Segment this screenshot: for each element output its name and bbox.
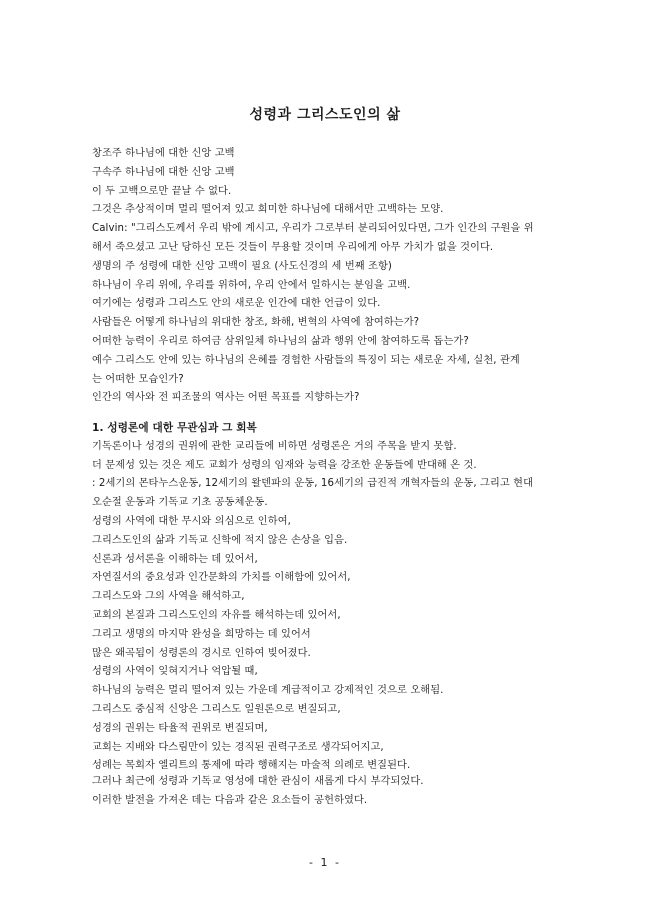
text-line: 성경의 권위는 타율적 권위로 변질되며, — [92, 722, 268, 734]
text-line: 예수 그리스도 안에 있는 하나님의 은혜를 경험한 사람들의 특징이 되는 새로운 자세, 실천, 관계 — [92, 354, 520, 366]
text-line: 이 두 고백으로만 끝날 수 없다. — [92, 185, 232, 197]
section-1 — [92, 419, 562, 776]
text-line: 그리스도인의 삶과 기독교 신학에 적지 않은 손상을 입음. — [92, 534, 348, 546]
intro-paragraph — [92, 145, 562, 408]
text-line: 해서 죽으셨고 고난 당하신 모든 것들이 무용할 것이며 우리에게 아무 가치가 없을 것이다. — [92, 241, 494, 253]
text-line: 여기에는 성령과 그리스도 안의 새로운 인간에 대한 언급이 있다. — [92, 298, 381, 310]
text-line: 그러나 최근에 성령과 기독교 영성에 대한 관심이 새롭게 다시 부각되었다. — [92, 776, 424, 787]
text-line: 어떠한 능력이 우리로 하여금 삼위일체 하나님의 삶과 행위 안에 참여하도록 돕는가? — [92, 335, 469, 347]
text-line: 이러한 발전을 가져온 데는 다음과 같은 요소들이 공헌하였다. — [92, 794, 368, 806]
text-line: 신론과 성서론을 이해하는 데 있어서, — [92, 553, 258, 565]
text-line: 생명의 주 성령에 대한 신앙 고백이 필요 (사도신경의 세 번째 조항) — [92, 260, 392, 272]
text-line: 교회는 지배와 다스림만이 있는 경직된 권력구조로 생각되어지고, — [92, 741, 384, 753]
document-title: 성령과 그리스도인의 삶 — [249, 107, 401, 123]
text-line: 오순절 운동과 기독교 기초 공동체운동. — [92, 497, 268, 509]
text-line: 그것은 추상적이며 멀리 떨어져 있고 희미한 하나님에 대해서만 고백하는 모양. — [92, 204, 444, 216]
text-line: 교회의 본질과 그리스도인의 자유를 해석하는데 있어서, — [92, 609, 341, 621]
section-heading: 1. 성령론에 대한 무관심과 그 회복 — [92, 422, 257, 434]
text-line: 성령의 사역에 대한 무시와 의심으로 인하여, — [92, 515, 291, 527]
text-line: 많은 왜곡됨이 성령론의 경시로 인하여 빚어졌다. — [92, 647, 311, 659]
page-number: - 1 - — [309, 856, 341, 869]
text-line: 는 어떠한 모습인가? — [92, 373, 184, 385]
text-line: 성례는 목회자 엘리트의 통제에 따라 행해지는 마술적 의례로 변질된다. — [92, 760, 411, 772]
text-line: 하나님의 능력은 멀리 떨어져 있는 가운데 계급적이고 강제적인 것으로 오해됨. — [92, 685, 444, 697]
text-line: 사람들은 어떻게 하나님의 위대한 창조, 화해, 변혁의 사역에 참여하는가? — [92, 317, 420, 329]
text-line: 더 문제성 있는 것은 제도 교회가 성령의 임재와 능력을 강조한 운동들에 반대해 온 것. — [92, 459, 477, 471]
text-line: 그리고 생명의 마지막 완성을 희망하는 데 있어서 — [92, 628, 311, 640]
text-line: Calvin: "그리스도께서 우리 밖에 계시고, 우리가 그로부터 분리되어있다면, 그가 인간의 구원을 위 — [92, 223, 534, 235]
text-line: 성령의 사역이 잊혀지거나 억압될 때, — [92, 666, 258, 678]
text-line: 자연질서의 중요성과 인간문화의 가치를 이해함에 있어서, — [92, 572, 351, 584]
text-line: : 2세기의 몬타누스운동, 12세기의 왈덴파의 운동, 16세기의 급진적 개혁자들의 운동, 그리고 현대 — [92, 478, 534, 490]
text-line: 구속주 하나님에 대한 신앙 고백 — [92, 166, 235, 178]
text-line: 그리스도와 그의 사역을 해석하고, — [92, 591, 245, 603]
text-line: 인간의 역사와 전 피조물의 역사는 어떤 목표를 지향하는가? — [92, 392, 360, 404]
text-line: 하나님이 우리 위에, 우리를 위하여, 우리 안에서 일하시는 분임을 고백. — [92, 279, 411, 291]
text-line: 그리스도 중심적 신앙은 그리스도 일원론으로 변질되고, — [92, 703, 341, 715]
text-line: 기독론이나 성경의 권위에 관한 교리들에 비하면 성령론은 거의 주목을 받지 못함. — [92, 440, 457, 452]
closing-paragraph — [92, 773, 562, 811]
text-line: 창조주 하나님에 대한 신앙 고백 — [92, 148, 235, 159]
